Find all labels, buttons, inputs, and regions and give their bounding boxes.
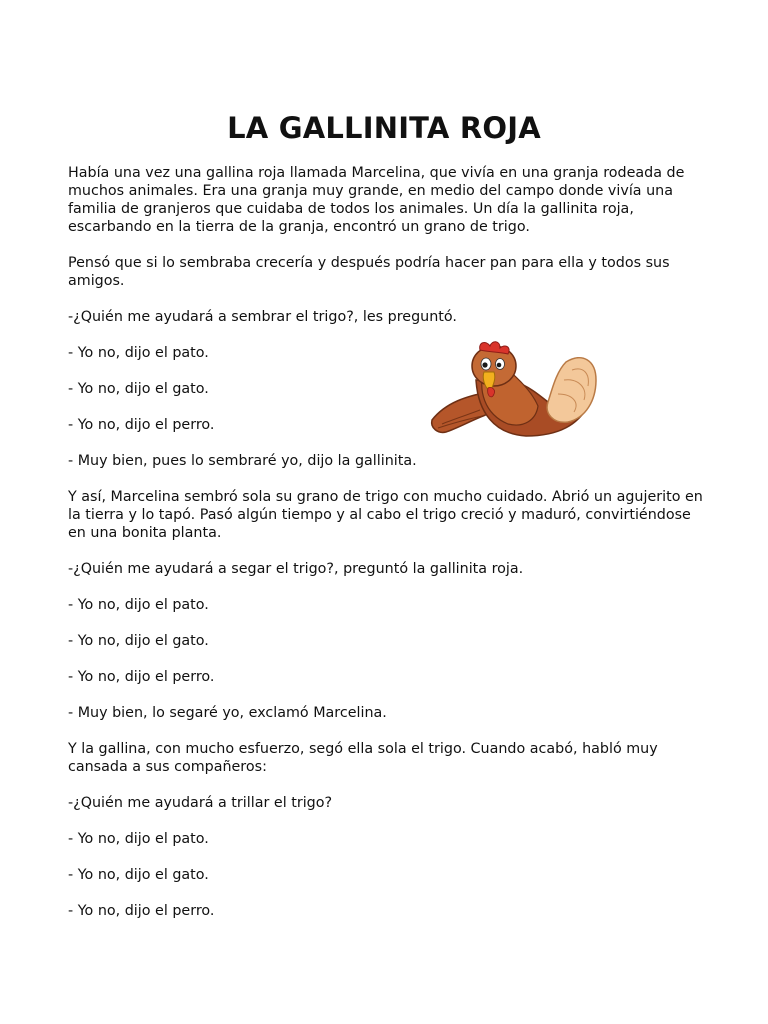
document-title: LA GALLINITA ROJA [227, 111, 541, 145]
story-paragraph: - Yo no, dijo el pato. [68, 345, 209, 361]
story-paragraph: - Yo no, dijo el perro. [68, 903, 215, 919]
story-paragraph: -¿Quién me ayudará a sembrar el trigo?, les preguntó. [68, 309, 457, 325]
story-paragraph: Había una vez una gallina roja llamada Marcelina, que vivía en una granja rodeada de muchos animales. Era una granja muy grande, en medio del campo donde vivía una familia de granjeros que cuidaba de todos los animales. Un día la gallinita roja, escarbando en la tierra de la granja, encontró un grano de trigo. [68, 165, 685, 235]
story-paragraph: - Yo no, dijo el pato. [68, 597, 209, 613]
story-paragraph: Y la gallina, con mucho esfuerzo, segó ella sola el trigo. Cuando acabó, habló muy cansada a sus compañeros: [68, 741, 658, 775]
red-hen-icon [428, 340, 600, 438]
story-paragraph: Y así, Marcelina sembró sola su grano de trigo con mucho cuidado. Abrió un agujerito en la tierra y lo tapó. Pasó algún tiempo y al cabo el trigo creció y maduró, convirtiéndose en una bonita planta. [68, 489, 703, 541]
story-paragraph: - Yo no, dijo el perro. [68, 417, 215, 433]
story-paragraph: -¿Quién me ayudará a trillar el trigo? [68, 795, 333, 811]
story-paragraph: - Yo no, dijo el gato. [68, 633, 209, 649]
story-paragraph: - Yo no, dijo el pato. [68, 831, 209, 847]
story-paragraph: - Yo no, dijo el gato. [68, 381, 209, 397]
story-paragraph: Pensó que si lo sembraba crecería y después podría hacer pan para ella y todos sus amigos. [68, 255, 670, 289]
story-paragraph: - Yo no, dijo el gato. [68, 867, 209, 883]
story-paragraph: - Muy bien, pues lo sembraré yo, dijo la gallinita. [68, 453, 417, 469]
story-paragraph: - Muy bien, lo segaré yo, exclamó Marcelina. [68, 705, 387, 721]
hen-right-wing [547, 358, 596, 423]
story-paragraph: - Yo no, dijo el perro. [68, 669, 215, 685]
story-paragraph: -¿Quién me ayudará a segar el trigo?, preguntó la gallinita roja. [68, 561, 524, 577]
story-body [68, 164, 704, 938]
